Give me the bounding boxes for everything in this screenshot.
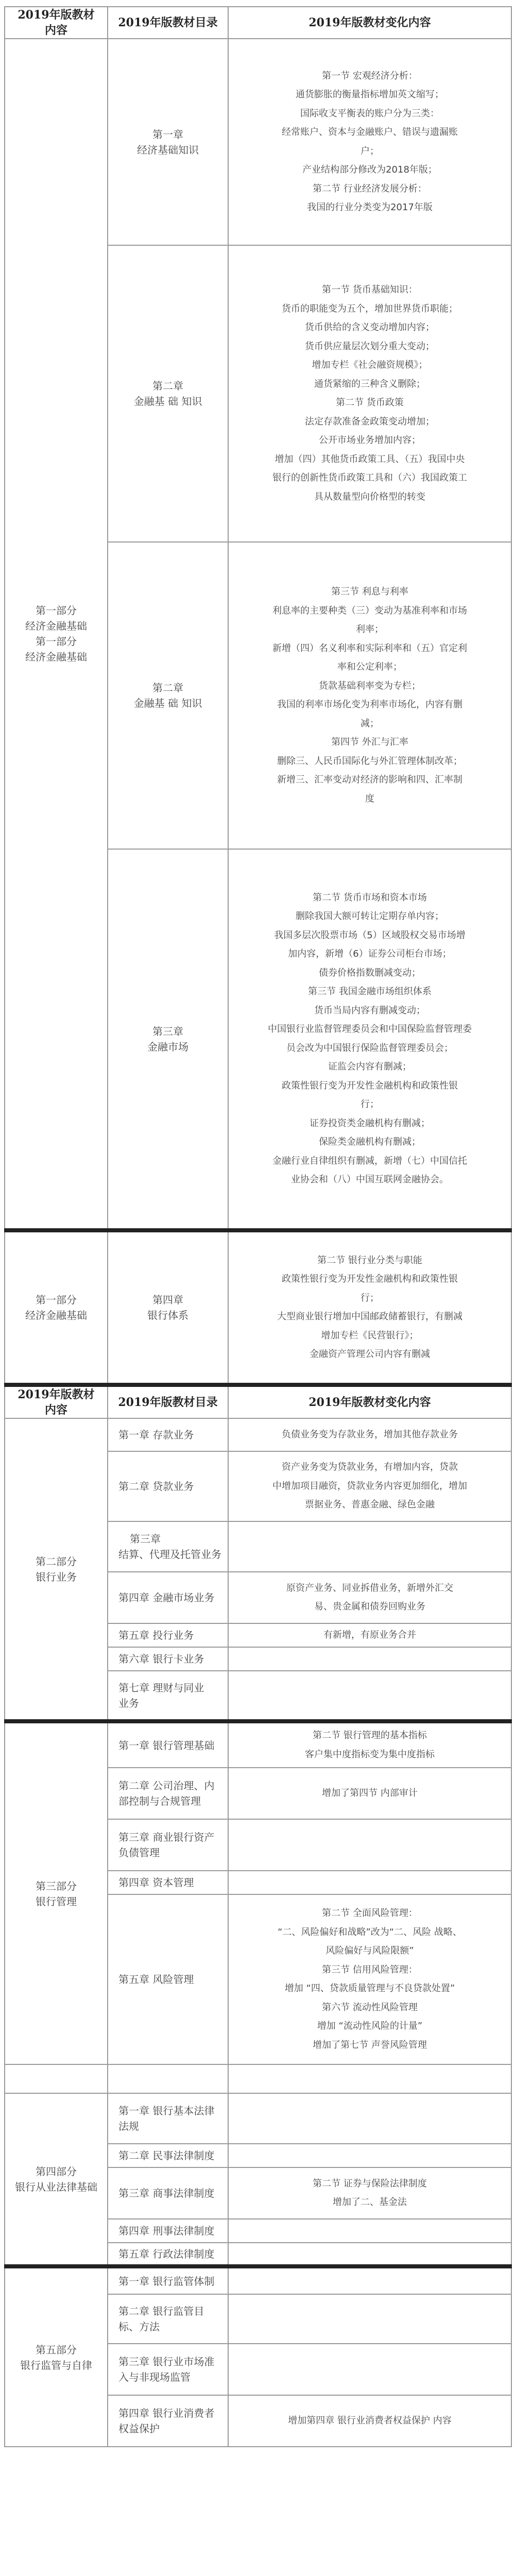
chapter-title-line: 第五章 投行业务 [118,1629,194,1641]
chapter-cell [108,2144,228,2167]
change-line: 通货紧缩的三种含义删除； [314,378,425,389]
header-content-col [5,7,108,39]
change-line: 货币当局内容有删减变动； [314,1005,425,1016]
chapter-title-line: 第四章 金融市场业务 [118,1591,215,1604]
header-content-line1: 2019年版教材 [18,8,95,22]
chapter-cell [108,1230,228,1385]
change-line: 保险类金融机构有删减； [319,1137,421,1147]
change-line: 增加（四）其他货币政策工具、（五）我国中央 [274,453,465,465]
part-label-line: 经济金融基础 [25,620,87,632]
chapter-title-line: 第四章 银行业消费者 [118,2407,215,2419]
changes-cell [228,2395,511,2447]
chapter-cell [108,1521,228,1572]
chapter-title-line: 第七章 理财与同业 [118,1681,204,1694]
part-label-line: 第一部分 [36,635,77,648]
change-line: 法定存款准备金政策变动增加； [305,416,435,427]
part-label-line: 经济金融基础 [25,651,87,663]
change-line: 度 [365,793,374,804]
part-label-line: 第二部分 [36,1555,77,1568]
changes-cell [228,2167,511,2219]
changes-cell [228,1451,511,1521]
chapter-cell [108,1572,228,1623]
changes-cell [228,1671,511,1721]
chapter-title-line: 第六章 银行卡业务 [118,1653,204,1665]
chapter-title-line: 第五章 风险管理 [118,1973,194,1986]
change-line: 第二节 银行业分类与职能 [317,1255,422,1266]
change-line: 利息率的主要种类（三）变动为基准利率和市场 [272,605,467,616]
chapter-title-line: 银行体系 [147,1309,188,1321]
part-label-cell [5,1721,108,2064]
chapter-cell [108,2344,228,2395]
change-line: 加内容，新增（6）证券公司柜台市场； [288,948,452,959]
chapter-cell [108,2395,228,2447]
changes-cell [228,2344,511,2395]
change-line: 增加专栏《民营银行》； [321,1330,419,1341]
change-line: 增加 “流动性风险的计量” [317,2021,423,2031]
change-line: 易、贵金属和债券回购业务 [314,1601,425,1612]
table-header-row [5,7,511,39]
chapter-title-line: 负债管理 [118,1846,160,1859]
chapter-title-line: 业务 [118,1697,139,1709]
change-line: 货款基础利率变为专栏； [319,680,421,691]
changes-cell [228,849,511,1230]
change-line: 资产业务变为贷款业务，有增加内容，贷款 [282,1462,458,1473]
change-line: 增加专栏《社会融资规模》； [312,360,428,370]
chapter-title-line: 第四章 [152,1294,183,1306]
header-content-col [5,1385,108,1418]
change-line: 负债业务变为存款业务，增加其他存款业务 [282,1429,458,1440]
change-line: 证监会内容有删减； [328,1061,411,1072]
part-label-line: 银行监管与自律 [20,2359,92,2371]
change-line: 率和公定利率； [337,662,402,672]
part-label-line: 第一部分 [36,604,77,617]
chapter-cell [108,1721,228,1768]
chapter-title-line: 第三章 商事法律制度 [118,2187,215,2199]
chapter-title-line: 金融基 础 知识 [133,395,202,408]
change-line: 增加 “四、贷款质量管理与不良贷款处置” [284,1983,455,1994]
chapter-cell [108,1451,228,1521]
changes-cell [228,542,511,849]
part-label-cell [5,1418,108,1721]
change-line: 货币供给的含义变动增加内容； [305,322,435,333]
change-line: 删除我国大额可转让定期存单内容； [296,911,444,922]
chapter-cell [108,2167,228,2219]
chapter-title-line: 第四章 资本管理 [118,1876,194,1889]
header-catalog-col: 2019年版教材目录 [108,7,228,39]
change-line: 增加了第七节 声誉风险管理 [313,2039,427,2050]
change-line: 行； [360,1099,379,1110]
chapter-title-line: 标、方法 [118,2320,160,2333]
table-row [5,39,511,245]
chapter-title-line: 结算、代理及托管业务 [118,1548,221,1561]
part-label-line: 第五部分 [36,2343,77,2356]
table-row [5,1418,511,1451]
chapter-title-line: 第一章 银行基本法律 [118,2105,215,2117]
chapter-cell [108,1894,228,2064]
chapter-title-line: 第三章 [130,1533,161,1545]
chapter-title-line: 入与非现场监管 [118,2371,191,2383]
change-line: 经常账户、资本与金融账户、错误与遗漏账 [282,127,458,138]
chapter-title-line: 第三章 [152,1025,183,1038]
header-content-line2: 内容 [44,1403,67,1417]
part-label-line: 银行从业法律基础 [15,2180,97,2193]
change-line: 银行的创新性货币政策工具和（六）我国政策工 [272,472,467,483]
change-line: 货币供应量层次划分重大变动； [305,341,435,352]
chapter-title-line: 第二章 民事法律制度 [118,2149,215,2162]
change-line: 新增三、汇率变动对经济的影响和四、汇率制 [277,774,462,785]
change-line: 增加第四章 银行业消费者权益保护 内容 [288,2415,452,2426]
change-line: 利率； [356,624,384,635]
change-line: 第四节 外汇与汇率 [331,737,408,748]
change-line: 我国多层次股票市场（5）区域股权交易市场增 [274,929,466,941]
change-line: 第二节 货币市场和资本市场 [313,892,427,903]
changes-cell [228,1418,511,1451]
table-row [5,1230,511,1385]
chapter-title-line: 经济基础知识 [137,143,199,156]
chapter-title-line: 第二章 银行监管目 [118,2305,204,2317]
change-line: 中增加项目融资，贷款业务内容更加细化，增加 [272,1480,467,1492]
changes-cell [228,1647,511,1671]
empty-cell [108,2064,228,2093]
change-line: 中国银行业监督管理委员会和中国保险监督管理委 [268,1024,472,1035]
change-line: 金融行业自律组织有删减，新增（七）中国信托 [272,1155,467,1166]
changes-cell [228,2294,511,2344]
header-catalog-col: 2019年版教材目录 [108,1385,228,1418]
change-line: 国际收支平衡表的账户分为三类： [300,108,439,119]
change-line: 有新增，有原业务合并 [323,1629,416,1640]
changes-cell [228,245,511,542]
change-line: 我国的行业分类变为2017年版 [307,202,433,213]
header-changes-col: 2019年版教材变化内容 [228,7,511,39]
chapter-cell [108,849,228,1230]
change-line: 第二节 银行管理的基本指标 [313,1730,427,1741]
changes-cell [228,1230,511,1385]
change-line: 第二节 货币政策 [336,397,404,408]
change-line: 增加了第四节 内部审计 [322,1787,418,1799]
chapter-cell [108,2243,228,2266]
part-label-line: 第四部分 [36,2165,77,2178]
change-line: 货币的职能变为五个，增加世界货币职能； [282,303,458,314]
change-line: 客户集中度指标变为集中度指标 [305,1749,435,1760]
change-line: 风险偏好与风险限额” [325,1945,414,1956]
changes-cell [228,39,511,245]
part-label-line: 银行业务 [36,1570,77,1583]
changes-cell [228,1721,511,1768]
header-content-line2: 内容 [44,24,67,37]
comparison-document [4,6,511,2447]
change-line: 政策性银行变为开发性金融机构和政策性银 [282,1274,458,1284]
table-header-row [5,1385,511,1418]
change-line: 第二节 全面风险管理： [322,1908,418,1919]
chapter-title-line: 权益保护 [118,2422,160,2435]
changes-cell [228,1572,511,1623]
change-line: 大型商业银行增加中国邮政储蓄银行，有删减 [277,1311,462,1322]
changes-cell [228,1871,511,1894]
change-line: 业协会和（八）中国互联网金融协会。 [291,1174,449,1185]
change-line: 公开市场业务增加内容； [319,435,421,446]
change-line: 户； [360,145,379,157]
chapter-title-line: 第二章 公司治理、内 [118,1780,215,1792]
header-changes-col: 2019年版教材变化内容 [228,1385,511,1418]
change-line: 债券价格指数删减变动； [319,967,421,978]
part-label-line: 第一部分 [36,1294,77,1306]
chapter-cell [108,245,228,542]
change-line: 新增（四）名义利率和实际利率和（五）官定利 [272,642,467,654]
chapter-title-line: 法规 [118,2120,139,2132]
part-label-cell [5,2266,108,2447]
changes-cell [228,1768,511,1819]
chapter-title-line: 第一章 [152,128,183,141]
table-row [5,2093,511,2144]
changes-cell [228,2243,511,2266]
part-label-line: 经济金融基础 [25,1309,87,1321]
chapter-title-line: 金融市场 [147,1040,188,1053]
chapter-title-line: 第一章 银行管理基础 [118,1739,215,1752]
part-label-line: 银行管理 [36,1895,77,1908]
chapter-title-line: 第二章 [152,380,183,392]
change-line: 减； [360,718,379,729]
changes-cell [228,1894,511,2064]
header-content-line1: 2019年版教材 [18,1388,95,1401]
change-line: “二、风险偏好和战略”改为“二、风险 战略、 [278,1926,462,1938]
change-line: 行； [360,1292,379,1303]
change-line: 第二节 证券与保险法律制度 [313,2178,427,2189]
change-line: 原资产业务、同业拆借业务，新增外汇交 [286,1582,453,1594]
chapter-title-line: 第一章 银行监管体制 [118,2275,215,2287]
chapter-title-line: 第三章 商业银行资产 [118,1831,215,1843]
change-line: 第三节 利息与利率 [331,586,408,597]
chapter-cell [108,2294,228,2344]
change-line: 员会改为中国银行保险监督管理委员会； [286,1042,453,1054]
change-line: 通货膨胀的衡量指标增加英文缩写； [296,89,444,100]
part-label-cell [5,39,108,1230]
chapter-title-line: 第一章 存款业务 [118,1429,194,1441]
part-label-cell [5,2093,108,2266]
chapter-cell [108,1768,228,1819]
table-row [5,2266,511,2294]
changes-cell [228,2219,511,2243]
chapter-cell [108,2266,228,2294]
chapter-cell [108,1871,228,1894]
chapter-cell [108,1418,228,1451]
chapter-cell [108,1623,228,1647]
chapter-cell [108,39,228,245]
part-label-cell [5,1230,108,1385]
changes-cell [228,2093,511,2144]
table-top [4,6,512,2447]
change-line: 第一节 货币基础知识： [322,284,418,295]
table-row [5,1721,511,1768]
table-row [5,2064,511,2093]
change-line: 第三节 信用风险管理： [322,1964,418,1975]
change-line: 第一节 宏观经济分析： [322,70,418,81]
chapter-cell [108,1819,228,1871]
change-line: 政策性银行变为开发性金融机构和政策性银 [282,1080,458,1091]
changes-cell [228,1623,511,1647]
part-label-line: 第三部分 [36,1879,77,1892]
chapter-title-line: 第五章 行政法律制度 [118,2247,215,2260]
change-line: 增加了二、基金法 [333,2197,407,2208]
change-line: 证券投资类金融机构有删减； [310,1117,430,1129]
change-line: 金融资产管理公司内容有删减 [310,1349,430,1360]
changes-cell [228,1521,511,1572]
chapter-title-line: 部控制与合规管理 [118,1795,201,1807]
change-line: 第六节 流动性风险管理 [322,2002,418,2013]
changes-cell [228,1819,511,1871]
change-line: 第三节 我国金融市场组织体系 [308,986,432,997]
change-line: 产业结构部分修改为2018年版； [302,164,437,175]
change-line: 我国的利率市场化变为利率市场化，内容有删 [277,699,462,710]
empty-cell [228,2064,511,2093]
chapter-title-line: 第四章 刑事法律制度 [118,2225,215,2237]
change-line: 具从数量型向价格型的转变 [314,491,425,502]
chapter-cell [108,2219,228,2243]
empty-cell [5,2064,108,2093]
chapter-cell [108,1647,228,1671]
change-line: 第二节 行业经济发展分析： [313,183,427,194]
chapter-title-line: 第三章 银行业市场准 [118,2355,215,2368]
change-line: 票据业务、普惠金融、绿色金融 [305,1499,435,1511]
changes-cell [228,2266,511,2294]
chapter-title-line: 第二章 [152,682,183,694]
chapter-cell [108,2093,228,2144]
change-line: 删除三、人民币国际化与外汇管理体制改革； [277,755,462,767]
changes-cell [228,2144,511,2167]
chapter-cell [108,542,228,849]
chapter-title-line: 第二章 贷款业务 [118,1480,194,1493]
chapter-cell [108,1671,228,1721]
chapter-title-line: 金融基 础 知识 [133,697,202,709]
